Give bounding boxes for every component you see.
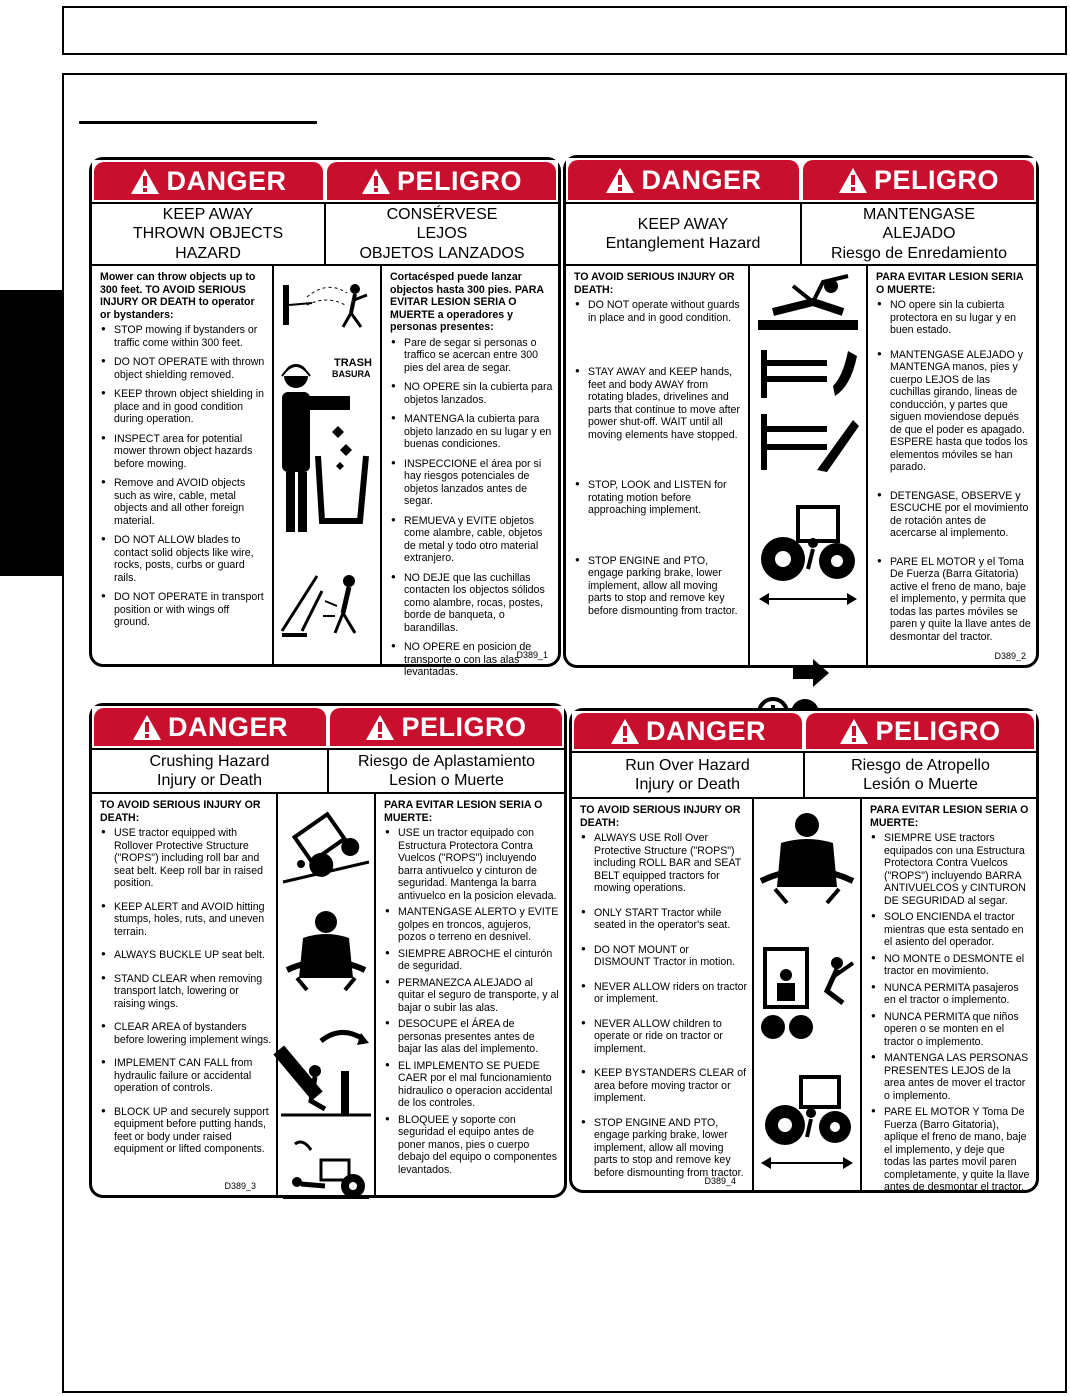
list-item: ● NO OPERE en posicion de transporte o con las alas levantadas. — [390, 641, 554, 679]
english-instructions: TO AVOID SERIOUS INJURY OR DEATH: ● ALWAYS USE Roll Over Protective Structure ("ROPS") including ROLL BAR and SEAT BELT equipped tractors for mowing operations. ● ONLY START Tractor while seated in the operator's seat. ● DO NOT MOUNT or DISMOUNT Tractor in motion. ● NEVER ALLOW riders on tractor or implement. ● NEVER ALLOW children to operate or ride on tractor or implement. ● KEEP BYSTANDERS CLEAR of area before moving tractor or implement. ● STOP ENGINE AND PTO, engage parking brake, lower implement, allow all moving parts to stop and remove key before dismounting from tractor. — [572, 799, 752, 1190]
list-item: ● USE un tractor equipado con Estructura Protectora Contra Vuelcos ("ROPS") incluyendo barra antivuelco y cinturon de seguridad. Mantenga la barra antivuelco en la posicion elevada. — [384, 827, 560, 902]
list-item: ● NUNCA PERMITA que niños operen o se monten en el tractor o implemento. — [870, 1011, 1032, 1049]
danger-banner: DANGER — [94, 708, 326, 746]
pictogram-column — [272, 266, 382, 664]
warning-triangle-icon — [605, 167, 635, 194]
list-item: ● INSPECCIONE el área por si hay riesgos potenciales de objetos lanzados antes de segar. — [390, 458, 554, 508]
danger-banner: DANGER — [574, 713, 802, 749]
list-item: ● ONLY START Tractor while seated in the operator's seat. — [580, 907, 748, 932]
page-header-box — [62, 6, 1067, 55]
list-item: ● DO NOT ALLOW blades to contact solid objects like wire, rocks, posts, curbs or guard rails. — [100, 534, 268, 584]
trash-bin-pictogram — [274, 346, 380, 546]
pictogram-column — [276, 794, 376, 1195]
decal-code: D389_4 — [704, 1176, 736, 1186]
decal-thrown-objects — [89, 157, 561, 678]
english-instructions: TO AVOID SERIOUS INJURY OR DEATH: ● USE tractor equipped with Rollover Protective Structure ("ROPS") including roll bar and seat belt. Keep roll bar in raised position. ● KEEP ALERT and AVOID hitting stumps, holes, ruts, and uneven terrain. ● ALWAYS BUCKLE UP seat belt. ● STAND CLEAR when removing transport latch, lowering or raising wings. ● CLEAR AREA of bystanders before lowering implement wings. ● IMPLEMENT CAN FALL from hydraulic failure or accidental operation of controls. ● BLOCK UP and securely support equipment before putting hands, feet or body under raised equipment or lifted components. — [92, 794, 276, 1195]
list-item: ● STAY AWAY and KEEP hands, feet and body AWAY from rotating blades, drivelines and parts that continue to move after power shut-off. WAIT until all moving elements have stopped. — [574, 366, 744, 441]
list-item: ● KEEP ALERT and AVOID hitting stumps, holes, ruts, and uneven terrain. — [100, 901, 272, 939]
entangled-person-pictogram — [750, 270, 866, 340]
subhead-english: Run Over Hazard Injury or Death — [625, 756, 750, 793]
rider-falling-pictogram — [754, 939, 860, 1049]
list-item: ● STAND CLEAR when removing transport latch, lowering or raising wings. — [100, 973, 272, 1011]
list-item: ● ALWAYS USE Roll Over Protective Structure ("ROPS") including ROLL BAR and SEAT BELT equipped tractors for mowing operations. — [580, 832, 748, 895]
warning-triangle-icon — [839, 718, 869, 745]
list-item: ● BLOCK UP and securely support equipment before putting hands, feet or body under raised equipment or lifted components. — [100, 1106, 272, 1156]
decal-code: D389_3 — [224, 1181, 256, 1191]
list-item: ● ALWAYS BUCKLE UP seat belt. — [100, 949, 272, 962]
list-item: ● EL IMPLEMENTO SE PUEDE CAER por el mal funcionamiento hidraulico o operacion accidental de los controles. — [384, 1060, 560, 1110]
svg-text:TRASH: TRASH — [334, 357, 372, 369]
list-item: ● NUNCA PERMITA pasajeros en el tractor o implemento. — [870, 982, 1032, 1007]
danger-banner: DANGER — [568, 160, 799, 200]
warning-triangle-icon — [130, 168, 160, 195]
decal-code: D389_2 — [994, 651, 1026, 661]
decal-code: D389_1 — [516, 650, 548, 660]
list-item: ● PARE EL MOTOR y el Toma De Fuerza (Barra Gitatoria) active el freno de mano, baje el implemento, y permita que todas las partes móviles se paren y quite la llave antes de desmontar del tractor. — [876, 556, 1032, 644]
peligro-banner: PELIGRO — [330, 708, 562, 746]
subhead-spanish: MANTENGASE ALEJADO Riesgo de Enredamiento — [800, 204, 1036, 264]
spanish-instructions: Cortacésped puede lanzar objectos hasta 300 pies. PARA EVITAR LESION SERIA O MUERTE a operadores y personas presentes: ● Pare de segar si personas o traffico se acercan entre 300 pies del area de segar. ● NO OPERE sin la cubierta para objetos lanzados. ● MANTENGA la cubierta para objeto lanzado en su lugar y en buenas condiciones. ● INSPECCIONE el área por si hay riesgos potenciales de objetos lanzados antes de segar. ● REMUEVA y EVITE objetos come alambre, cable, objetos de metal y todo otro material extranjero. ● NO DEJE que las cuchillas contacten los objectos sólidos como alambre, rocas, postes, borde de banqueta, o barandillas. ● NO OPERE en posicion de transporte o con las alas levantadas. — [382, 266, 558, 664]
spanish-instructions: PARA EVITAR LESION SERIA O MUERTE: ● SIEMPRE USE tractors equipados con una Estructura Protectora Contra Vuelcos ("ROPS") incluyendo BARRA ANTIVUELCOS y CINTURON DE SEGURIDAD al segar. ● SOLO ENCIENDA el tractor mientras que esta sentado en el asiento del operador. ● NO MONTE o DESMONTE el tractor en movimiento. ● NUNCA PERMITA pasajeros en el tractor o implemento. ● NUNCA PERMITA que niños operen o se monten en el tractor o implemento. ● MANTENGA LAS PERSONAS PRESENTES LEJOS de la area antes de mover el tractor o implemento. ● PARE EL MOTOR Y Toma De Fuerza (Barro Gitatoria), aplique el freno de mano, baje el implemento, y deje que todas las partes movil paren completamente, y quite la llave antes de desmontar el tractor. — [862, 799, 1036, 1190]
list-item: ● INSPECT area for potential mower thrown object hazards before mowing. — [100, 433, 268, 471]
list-item: ● USE tractor equipped with Rollover Protective Structure ("ROPS") including roll bar and seat belt. Keep roll bar in raised position. — [100, 827, 272, 890]
list-item: ● MANTENGA la cubierta para objeto lanzado en su lugar y en buenas condiciones. — [390, 413, 554, 451]
list-item: ● IMPLEMENT CAN FALL from hydraulic failure or accidental operation of controls. — [100, 1057, 272, 1095]
blade-contact-pictogram — [274, 556, 380, 656]
spanish-instructions: PARA EVITAR LESION SERIA O MUERTE: ● USE un tractor equipado con Estructura Protectora Contra Vuelcos ("ROPS") incluyendo barra antivuelco y cinturon de seguridad. Mantenga la barra antivuelco en la posicion elevada. ● MANTENGASE ALERTO y EVITE golpes en troncos, agujeros, pozos o terreno en desnivel. ● SIEMPRE ABROCHE el cinturón de seguridad. ● PERMANEZCA ALEJADO al quitar el seguro de transporte, y al bajar o subir las alas. ● DESOCUPE el ÁREA de personas presentes antes de bajar las alas del implemento. ● EL IMPLEMENTO SE PUEDE CAER por el mal funcionamiento hidraulico o operacion accidental de los controles. ● BLOQUEE y soporte con seguridad el equipo antes de poner manos, pies o cuerpo debajo del equipo o componentes levantados. — [376, 794, 564, 1195]
rollover-pictogram — [278, 800, 374, 890]
list-item: ● Remove and AVOID objects such as wire, cable, metal objects and all other foreign material. — [100, 477, 268, 527]
warning-triangle-icon — [365, 714, 395, 741]
subhead-english: KEEP AWAY Entanglement Hazard — [605, 215, 761, 252]
list-item: ● NEVER ALLOW riders on tractor or implement. — [580, 981, 748, 1006]
peligro-banner: PELIGRO — [803, 160, 1034, 200]
peligro-banner: PELIGRO — [327, 162, 556, 200]
list-item: ● KEEP BYSTANDERS CLEAR of area before moving tractor or implement. — [580, 1067, 748, 1105]
english-instructions: TO AVOID SERIOUS INJURY OR DEATH: ● DO NOT operate without guards in place and in good condition. ● STAY AWAY and KEEP hands, feet and body AWAY from rotating blades, drivelines and parts that continue to move after power shut-off. WAIT until all moving elements have stopped. ● STOP, LOOK and LISTEN for rotating motion before approaching implement. ● STOP ENGINE and PTO, engage parking brake, lower implement, allow all moving parts to stop and remove key before dismounting from tractor. — [566, 266, 748, 665]
subhead-english: KEEP AWAY THROWN OBJECTS HAZARD — [132, 206, 284, 262]
list-item: ● Pare de segar si personas o traffico se acercan entre 300 pies del area de segar. — [390, 337, 554, 375]
tractor-pictogram — [750, 494, 866, 634]
list-item: ● DETENGASE, OBSERVE y ESCUCHE por el movimiento de rotación antes de acercarse al implemento. — [876, 490, 1032, 540]
warning-triangle-icon — [838, 167, 868, 194]
list-item: ● NEVER ALLOW children to operate or ride on tractor or implement. — [580, 1018, 748, 1056]
pictogram-column — [752, 799, 862, 1190]
english-instructions: Mower can throw objects up to 300 feet. TO AVOID SERIOUS INJURY OR DEATH to operator or bystanders: ● STOP mowing if bystanders or traffic come within 300 feet. ● DO NOT OPERATE with thrown object shielding removed. ● KEEP thrown object shielding in place and in good condition during operation. ● INSPECT area for potential mower thrown object hazards before mowing. ● Remove and AVOID objects such as wire, cable, metal objects and all other foreign material. ● DO NOT ALLOW blades to contact solid objects like wire, rocks, posts, curbs or guard rails. ● DO NOT OPERATE in transport position or with wings off ground. — [92, 266, 272, 664]
subhead-english: Crushing Hazard Injury or Death — [149, 752, 270, 789]
guard-pictogram-2 — [750, 408, 866, 478]
subhead-spanish: Riesgo de Atropello Lesión o Muerte — [803, 753, 1036, 797]
seat-belt-pictogram — [278, 906, 374, 996]
list-item: ● MANTENGASE ALERTO y EVITE golpes en troncos, agujeros, pozos o terreno en desnivel. — [384, 906, 560, 944]
block-up-pictogram — [278, 1134, 374, 1204]
decal-run-over — [569, 708, 1039, 1193]
seat-belt-pictogram — [754, 809, 860, 909]
list-item: ● DO NOT OPERATE in transport position or with wings off ground. — [100, 591, 268, 629]
section-title-underline — [79, 121, 317, 124]
guard-pictogram-1 — [750, 344, 866, 404]
list-item: ● PERMANEZCA ALEJADO al quitar el seguro de transporte, y al bajar o subir las alas. — [384, 977, 560, 1015]
decal-entanglement — [563, 155, 1039, 668]
falling-wing-pictogram — [278, 1016, 374, 1126]
list-item: ● DO NOT OPERATE with thrown object shielding removed. — [100, 356, 268, 381]
list-item: ● NO MONTE o DESMONTE el tractor en movimiento. — [870, 953, 1032, 978]
warning-triangle-icon — [132, 714, 162, 741]
subhead-spanish: Riesgo de Aplastamiento Lesion o Muerte — [327, 750, 564, 792]
pictogram-column — [748, 266, 868, 665]
list-item: ● NO DEJE que las cuchillas contacten los objectos sólidos como alambre, rocas, postes, borde de banqueta, o barandillas. — [390, 572, 554, 635]
thrown-object-pictogram — [274, 270, 380, 340]
list-item: ● NO OPERE sin la cubierta para objetos lanzados. — [390, 381, 554, 406]
list-item: ● PARE EL MOTOR Y Toma De Fuerza (Barro Gitatoria), aplique el freno de mano, baje el implemento, y deje que todas las partes movil paren completamente, y quite la llave antes de desmontar el tractor. — [870, 1106, 1032, 1194]
decal-crushing — [89, 703, 567, 1198]
list-item: ● DO NOT MOUNT or DISMOUNT Tractor in motion. — [580, 944, 748, 969]
list-item: ● REMUEVA y EVITE objetos come alambre, cable, objetos de metal y todo otro material extranjero. — [390, 515, 554, 565]
list-item: ● SOLO ENCIENDA el tractor mientras que esta sentado en el asiento del operador. — [870, 911, 1032, 949]
list-item: ● SIEMPRE ABROCHE el cinturón de seguridad. — [384, 948, 560, 973]
warning-triangle-icon — [361, 168, 391, 195]
subhead-spanish: CONSÉRVESE LEJOS OBJETOS LANZADOS — [324, 204, 558, 264]
section-side-tab — [0, 290, 62, 576]
spanish-instructions: PARA EVITAR LESION SERIA O MUERTE: ● NO opere sin la cubierta protectora en su lugar y en buen estado. ● MANTENGASE ALEJADO y MANTENGA manos, pies y cuerpo LEJOS de las cuchillas girando, lineas de conducción, y partes que siguen moviendose depués de que el poder es apagado. ESPERE hasta que todos los elementos móviles se han parado. ● DETENGASE, OBSERVE y ESCUCHE por el movimiento de rotación antes de acercarse al implemento. ● PARE EL MOTOR y el Toma De Fuerza (Barra Gitatoria) active el freno de mano, baje el implemento, y permita que todas las partes móviles se paren y quite la llave antes de desmontar del tractor. — [868, 266, 1036, 665]
svg-text:BASURA: BASURA — [332, 369, 371, 379]
list-item: ● CLEAR AREA of bystanders before lowering implement wings. — [100, 1021, 272, 1046]
list-item: ● MANTENGASE ALEJADO y MANTENGA manos, pies y cuerpo LEJOS de las cuchillas girando, lineas de conducción, y partes que siguen moviendose depués de que el poder es apagado. ESPERE hasta que todos los elementos móviles se han parado. — [876, 349, 1032, 474]
list-item: ● STOP mowing if bystanders or traffic come within 300 feet. — [100, 324, 268, 349]
list-item: ● STOP ENGINE and PTO, engage parking brake, lower implement, allow all moving parts to stop and remove key before dismounting from tractor. — [574, 555, 744, 618]
warning-triangle-icon — [610, 718, 640, 745]
list-item: ● DESOCUPE el ÁREA de personas presentes antes de bajar las alas del implemento. — [384, 1018, 560, 1056]
list-item: ● STOP ENGINE AND PTO, engage parking brake, lower implement, allow all moving parts to stop and remove key before dismounting from tractor. — [580, 1117, 748, 1180]
list-item: ● BLOQUEE y soporte con seguridad el equipo antes de poner manos, pies o cuerpo debajo del equipo o componentes levantados. — [384, 1114, 560, 1177]
list-item: ● SIEMPRE USE tractors equipados con una Estructura Protectora Contra Vuelcos ("ROPS") incluyendo BARRA ANTIVUELCOS y CINTURON DE SEGURIDAD al segar. — [870, 832, 1032, 907]
danger-banner: DANGER — [94, 162, 323, 200]
list-item: ● DO NOT operate without guards in place and in good condition. — [574, 299, 744, 324]
list-item: ● MANTENGA LAS PERSONAS PRESENTES LEJOS de la area antes de mover el tractor o implemento. — [870, 1052, 1032, 1102]
peligro-banner: PELIGRO — [806, 713, 1034, 749]
list-item: ● KEEP thrown object shielding in place and in good condition during operation. — [100, 388, 268, 426]
list-item: ● NO opere sin la cubierta protectora en su lugar y en buen estado. — [876, 299, 1032, 337]
list-item: ● STOP, LOOK and LISTEN for rotating motion before approaching implement. — [574, 479, 744, 517]
run-over-tractor-pictogram — [754, 1069, 860, 1179]
